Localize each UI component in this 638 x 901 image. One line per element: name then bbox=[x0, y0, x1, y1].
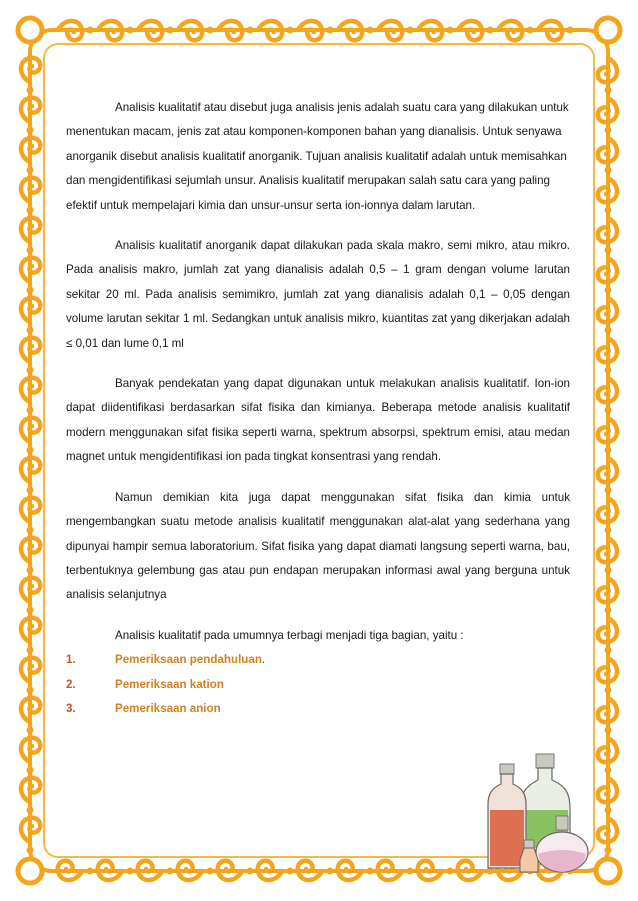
ornament-dot bbox=[527, 27, 534, 34]
ornament-dot bbox=[27, 367, 34, 374]
list-text: Pemeriksaan kation bbox=[115, 677, 224, 691]
ornament-dot bbox=[407, 868, 414, 875]
paragraph-5: Analisis kualitatif pada umumnya terbagi menjadi tiga bagian, yaitu : bbox=[115, 628, 464, 642]
ornament-dot bbox=[605, 287, 612, 294]
ornament-dot bbox=[287, 868, 294, 875]
ornament-dot bbox=[27, 207, 34, 214]
paragraph-4: Namun demikian kita juga dapat menggunakan sifat fisika dan kimia untuk mengembangkan suatu metode analisis kualitatif menggunakan alat-alat yang sederhana yang dipunyai hampir semua laboratorium. Sifat fisika yang dapat diamati langsung seperti warna, bau, terbentuknya gelembung gas atau pun endapan merupakan informasi awal yang berguna untuk analisis selanjutnya bbox=[66, 490, 570, 602]
ornament-dot bbox=[27, 127, 34, 134]
ornament-dot bbox=[605, 167, 612, 174]
ornament-dot bbox=[605, 567, 612, 574]
ornament-dot bbox=[27, 767, 34, 774]
list-number: 1. bbox=[66, 653, 76, 667]
list-item bbox=[66, 648, 570, 672]
corner-ornament bbox=[596, 859, 620, 883]
ornament-dot bbox=[367, 27, 374, 34]
ornament-dot bbox=[27, 287, 34, 294]
list-number: 2. bbox=[66, 677, 76, 691]
ornament-dot bbox=[27, 647, 34, 654]
ornament-dot bbox=[207, 27, 214, 34]
corner-ornament bbox=[596, 18, 620, 42]
ornament-dot bbox=[167, 27, 174, 34]
ornament-dot bbox=[567, 27, 574, 34]
ornament-dot bbox=[87, 868, 94, 875]
ornament-dot bbox=[605, 327, 612, 334]
corner-ornament bbox=[18, 859, 42, 883]
ornament-dot bbox=[27, 807, 34, 814]
ornament-dot bbox=[27, 727, 34, 734]
list-item bbox=[66, 673, 570, 697]
ornament-dot bbox=[487, 27, 494, 34]
ornament-dot bbox=[605, 807, 612, 814]
list-item bbox=[66, 697, 570, 721]
ornament-dot bbox=[327, 27, 334, 34]
list-number: 3. bbox=[66, 701, 76, 715]
ornament-dot bbox=[605, 207, 612, 214]
corner-ornament bbox=[18, 18, 42, 42]
ornament-dot bbox=[605, 767, 612, 774]
ornament-dot bbox=[605, 87, 612, 94]
ornament-dot bbox=[447, 868, 454, 875]
ornament-dot bbox=[605, 847, 612, 854]
list-text: Pemeriksaan anion bbox=[115, 701, 221, 715]
ornament-dot bbox=[327, 868, 334, 875]
ornament-dot bbox=[605, 247, 612, 254]
ornament-dot bbox=[247, 868, 254, 875]
ornament-dot bbox=[605, 367, 612, 374]
ornament-dot bbox=[367, 868, 374, 875]
ornament-dot bbox=[27, 527, 34, 534]
ornament-dot bbox=[27, 327, 34, 334]
ornament-dot bbox=[605, 407, 612, 414]
ornament-dot bbox=[407, 27, 414, 34]
ornament-dot bbox=[605, 687, 612, 694]
paragraph-3: Banyak pendekatan yang dapat digunakan untuk melakukan analisis kualitatif. Ion-ion dapat diidentifikasi berdasarkan sifat fisika dan kimianya. Beberapa metode analisis kualitatif modern menggunakan sifat fisika seperti warna, spektrum absorpsi, spektrum emisi, atau medan magnet untuk mengidentifikasi ion pada tingkat konsentrasi yang rendah. bbox=[66, 377, 570, 464]
ornament-dot bbox=[27, 447, 34, 454]
ornament-dot bbox=[605, 447, 612, 454]
paragraph-1: Analisis kualitatif atau disebut juga analisis jenis adalah suatu cara yang dilakukan untuk menentukan macam, jenis zat atau komponen-komponen bahan yang dianalisis. Untuk senyawa anorganik disebut analisis kualitatif anorganik. Tujuan analisis kualitatif adalah untuk memisahkan dan mengidentifikasi sejumlah unsur. Analisis kualitatif merupakan salah satu cara yang paling efektif untuk mempelajari kimia dan unsur-unsur serta ion-ionnya dalam larutan. bbox=[66, 101, 569, 212]
ornament-dot bbox=[605, 527, 612, 534]
ornament-dot bbox=[27, 167, 34, 174]
ornament-dot bbox=[447, 27, 454, 34]
ornament-dot bbox=[27, 407, 34, 414]
list-text: Pemeriksaan pendahuluan bbox=[115, 653, 262, 667]
ornament-dot bbox=[167, 868, 174, 875]
ornament-dot bbox=[27, 567, 34, 574]
ornament-dot bbox=[605, 727, 612, 734]
ornament-dot bbox=[605, 127, 612, 134]
ornament-dot bbox=[27, 87, 34, 94]
chemistry-bottles-illustration bbox=[486, 750, 596, 875]
ornament-dot bbox=[605, 647, 612, 654]
ornament-dot bbox=[247, 27, 254, 34]
ornament-dot bbox=[287, 27, 294, 34]
ornament-dot bbox=[27, 847, 34, 854]
ornament-dot bbox=[605, 487, 612, 494]
ornament-dot bbox=[27, 687, 34, 694]
ornament-dot bbox=[87, 27, 94, 34]
document-body bbox=[66, 96, 570, 721]
paragraph-2: Analisis kualitatif anorganik dapat dilakukan pada skala makro, semi mikro, atau mikro. Pada analisis makro, jumlah zat yang dianalisis adalah 0,5 – 1 gram dengan volume larutan sekitar 20 ml. Pada analisis semimikro, jumlah zat yang dianalisis adalah 0,1 – 0,05 dengan volume larutan sekitar 1 ml. Sedangkan untuk analisis mikro, kuantitas zat yang dikerjakan adalah ≤ 0,01 dan lume 0,1 ml bbox=[66, 239, 570, 350]
ornament-dot bbox=[207, 868, 214, 875]
section-list bbox=[66, 648, 570, 721]
ornament-dot bbox=[27, 607, 34, 614]
ornament-dot bbox=[127, 27, 134, 34]
ornament-dot bbox=[27, 247, 34, 254]
ornament-dot bbox=[27, 487, 34, 494]
ornament-dot bbox=[127, 868, 134, 875]
ornament-dot bbox=[605, 607, 612, 614]
list-suffix: . bbox=[261, 653, 266, 667]
